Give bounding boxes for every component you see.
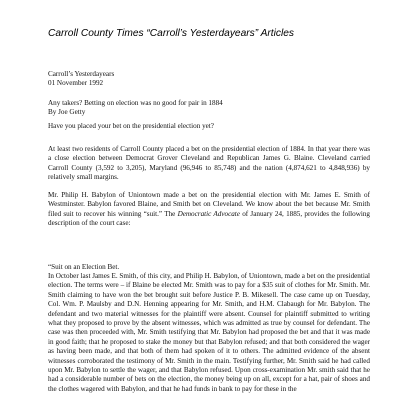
quote-body: In October last James E. Smith, of this city, and Philip H. Babylon, of Uniontown, made a bet on the presidential election. The terms were – if Blaine be elected Mr. Smith was to pay for a $35 suit of clothes for Mr. Smith. Mr. Smith claiming to have won the bet brought suit before Justice P. B. Mikesell. The case came up on Tuesday, Col. Wm. P. Maulsby and D.N. Henning appearing for Mr. Smith, and H.M. Clabaugh for Mr. Babylon. The defendant and two material witnesses for the plaintiff were absent. Counsel for plaintiff submitted to writing what they proposed to prove by the absent witnesses, which was admitted as true by counsel for defendant. The case was then proceeded with, Mr. Smith testifying that Mr. Babylon had proposed the bet and that it was made in good faith; that he proposed to stake the money but that Babylon refused; and that both considered the wager as having been made, and that both of them had spoken of it to others. The admitted evidence of the absent witnesses corroborated the testimony of Mr. Smith in the main. Testifying further, Mr. Smith said he had called upon Mr. Babylon to settle the wager, and that Babylon refused. Upon cross-examination Mr. smith said that he had a considerable number of bets on the election, the money being up on all, except for a hat, pair of shoes and the clothes wagered with Babylon, and that he had funds in bank to pay for these in the: [48, 272, 371, 393]
column-header: [48, 70, 370, 89]
document-title: Carroll County Times “Carroll’s Yesterdayears” Articles: [48, 28, 294, 39]
quote-heading: “Suit on an Election Bet.: [48, 263, 120, 271]
paragraph-2-text-b: of January 24, 1885, provides the following description of the court case:: [48, 209, 370, 228]
article-date: 01 November 1992: [48, 79, 104, 88]
paragraph-2: [48, 191, 370, 229]
paragraph-2-text-a: Mr. Philip H. Babylon of Uniontown made a bet on the presidential election with Mr. James E. Smith of Westminster. Babylon favored Blaine, and Smith bet on Cleveland. We know about the bet because Mr. Smith filed suit to recover his winning “suit.” The: [48, 191, 370, 218]
lede: Have you placed your bet on the presidential election yet?: [48, 122, 214, 130]
headline-block: [48, 99, 370, 118]
column-name: Carroll’s Yesterdayears: [48, 70, 115, 78]
byline: By Joe Getty: [48, 108, 86, 117]
headline: Any takers? Betting on election was no good for pair in 1884: [48, 99, 223, 107]
newspaper-name: Democratic Advocate: [177, 209, 240, 218]
paragraph-1: At least two residents of Carroll County placed a bet on the presidential election of 1884. In that year there was a close election between Democrat Grover Cleveland and Republican James G. Blaine. Cleveland carried Carroll County (3,592 to 3,205), Maryland (96,946 to 85,748) and the nation (4,874,621 to 4,848,936) by relatively small margins.: [48, 145, 370, 182]
